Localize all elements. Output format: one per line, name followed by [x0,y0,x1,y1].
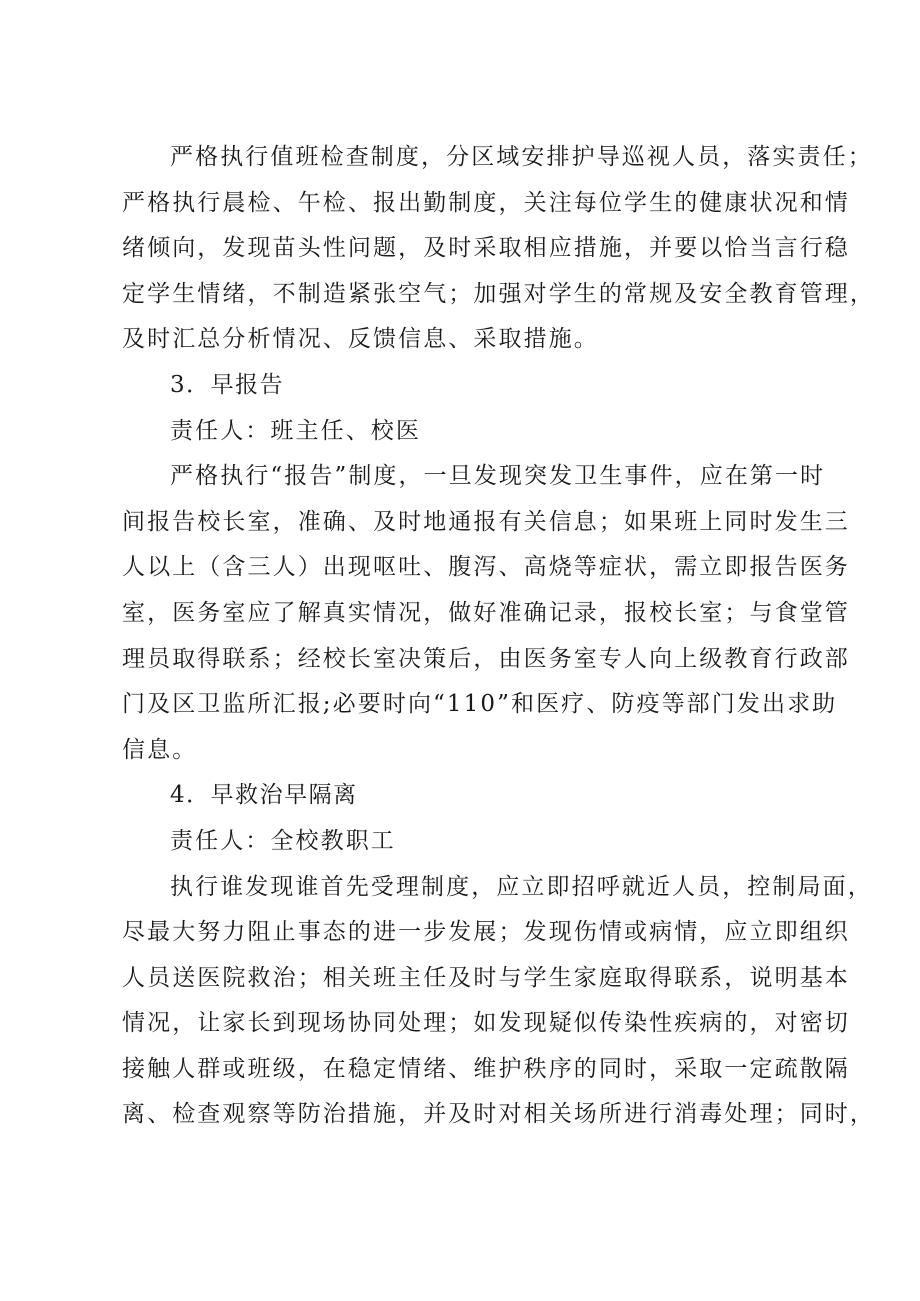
paragraph-line: 间报告校长室，准确、及时地通报有关信息；如果班上同时发生三 [122,508,850,535]
paragraph-line: 信息。 [122,736,198,763]
paragraph-line: 严格执行值班检查制度，分区域安排护导巡视人员，落实责任； [170,144,873,170]
paragraph-line: 执行谁发现谁首先受理制度，应立即招呼就近人员，控制局面， [170,873,873,900]
paragraph-line: 人以上（含三人）出现呕吐、腹泻、高烧等症状，需立即报告医务 [122,554,850,581]
section-3-responsible: 责任人：班主任、校医 [170,417,421,444]
paragraph-line: 及时汇总分析情况、反馈信息、采取措施。 [122,326,599,353]
paragraph-line: 定学生情绪，不制造紧张空气；加强对学生的常规及安全教育管理， [122,280,875,307]
paragraph-line: 人员送医院救治；相关班主任及时与学生家庭取得联系，说明基本 [122,964,850,991]
paragraph-line: 离、检查观察等防治措施，并及时对相关场所进行消毒处理；同时， [122,1101,875,1128]
section-4 [122,773,875,1138]
section-4-responsible: 责任人：全校教职工 [170,827,396,854]
section-4-heading: 4．早救治早隔离 [170,782,358,809]
paragraph-line: 尽最大努力阻止事态的进一步发展；发现伤情或病情，应立即组织 [122,919,850,946]
paragraph-line: 门及区卫监所汇报;必要时向“110”和医疗、防疫等部门发出求助 [122,691,838,718]
paragraph-line: 室，医务室应了解真实情况，做好准确记录，报校长室；与食堂管 [122,599,850,626]
paragraph-line: 理员取得联系；经校长室决策后，由医务室专人向上级教育行政部 [122,645,850,672]
section-3-heading: 3．早报告 [170,371,285,398]
document-page [122,135,875,1138]
paragraph-line: 绪倾向，发现苗头性问题，及时采取相应措施，并要以恰当言行稳 [122,235,850,262]
paragraph-line: 情况，让家长到现场协同处理；如发现疑似传染性疾病的，对密切 [122,1010,850,1037]
section-3 [122,363,850,773]
paragraph-line: 严格执行“报告”制度，一旦发现突发卫生事件，应在第一时 [170,463,826,490]
section-2-body [122,135,875,363]
paragraph-line: 严格执行晨检、午检、报出勤制度，关注每位学生的健康状况和情 [122,189,850,216]
paragraph-line: 接触人群或班级，在稳定情绪、维护秩序的同时，采取一定疏散隔 [122,1055,850,1082]
